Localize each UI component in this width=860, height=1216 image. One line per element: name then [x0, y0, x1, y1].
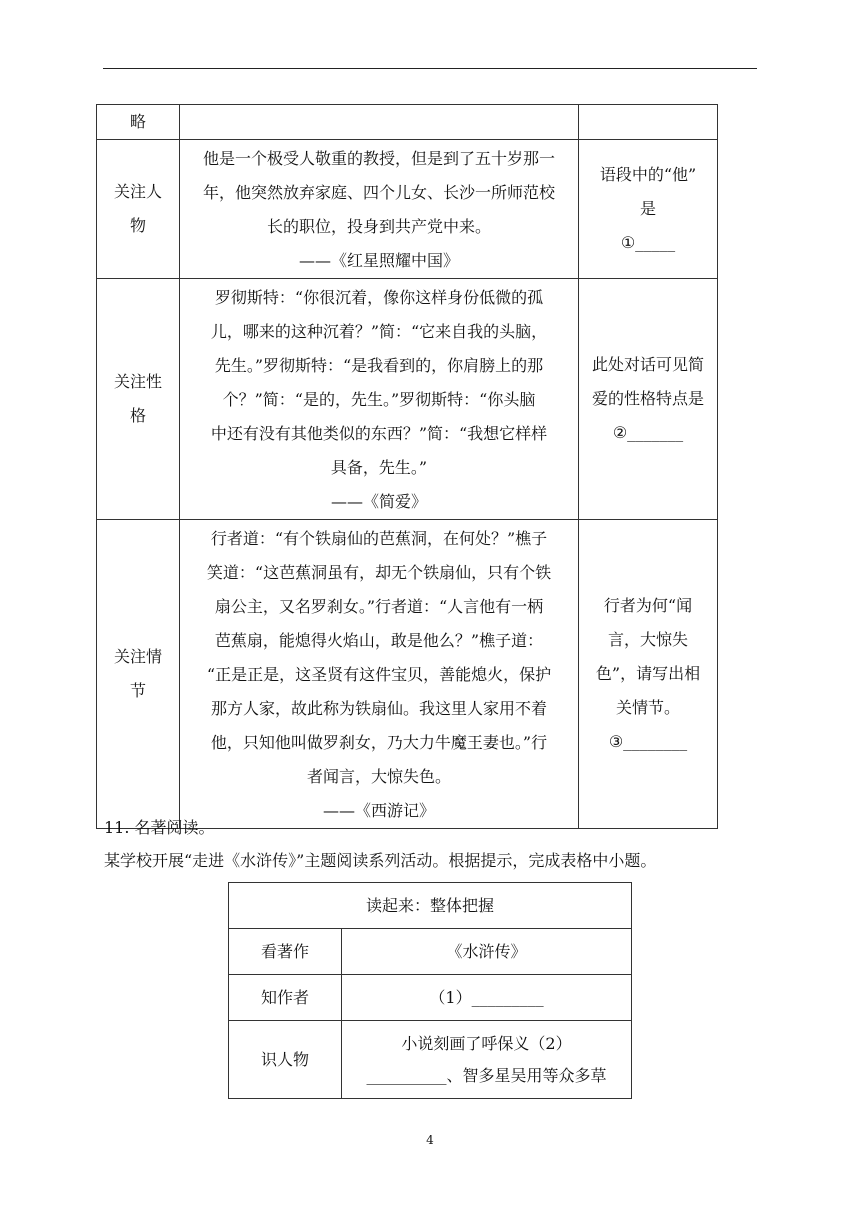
- passage-line: 扇公主，又名罗刹女。”行者道：“人言他有一柄: [214, 597, 544, 616]
- row-label: 关注人物: [97, 140, 180, 279]
- row-label: 看著作: [229, 929, 342, 975]
- task-cell: [579, 279, 718, 520]
- task-line: 语段中的“他”: [599, 165, 697, 184]
- passage-cell: [180, 140, 579, 279]
- answer-blank-1[interactable]: ①_____: [620, 233, 676, 252]
- table-header: 读起来：整体把握: [229, 883, 632, 929]
- task-line: 行者为何“闻: [603, 596, 693, 615]
- task-line: 爱的性格特点是: [591, 389, 704, 408]
- row-label: 知作者: [229, 975, 342, 1021]
- passage-cell: [180, 105, 579, 140]
- table-row: [97, 520, 718, 829]
- table-row: [229, 929, 632, 975]
- passage-line: 芭蕉扇，能熄得火焰山，敢是他么？”樵子道：: [214, 631, 544, 650]
- task-cell: [579, 520, 718, 829]
- reading-table: [96, 104, 718, 829]
- task-cell: [579, 140, 718, 279]
- table-row: [97, 105, 718, 140]
- page-number: 4: [426, 1133, 434, 1147]
- header-rule: [103, 68, 757, 69]
- row-label: 关注性格: [97, 279, 180, 520]
- answer-blank-2[interactable]: ②_______: [612, 423, 684, 442]
- table-row: [97, 140, 718, 279]
- passage-source: ——《西游记》: [322, 801, 435, 820]
- question-number: 11. 名著阅读。: [104, 818, 215, 837]
- passage-line: 儿，哪来的这种沉着？”简：“它来自我的头脑，: [210, 322, 548, 341]
- row-label: 关注情节: [97, 520, 180, 829]
- value-line: 小说刻画了呼保义（2）: [401, 1033, 572, 1053]
- passage-cell: [180, 279, 579, 520]
- task-line: 此处对话可见简: [591, 355, 704, 374]
- passage-line: “正是正是，这圣贤有这件宝贝，善能熄火，保护: [206, 665, 552, 684]
- passage-source: ——《简爱》: [330, 492, 427, 511]
- task-cell: [579, 105, 718, 140]
- passage-line: 个？”简：“是的，先生。”罗彻斯特：“你头脑: [222, 390, 536, 409]
- table-row: [229, 975, 632, 1021]
- passage-line: 先生。”罗彻斯特：“是我看到的，你肩膀上的那: [214, 356, 544, 375]
- row-label: 略: [97, 105, 180, 140]
- passage-line: 那方人家，故此称为铁扇仙。我这里人家用不着: [210, 699, 547, 718]
- passage-source: ——《红星照耀中国》: [298, 251, 459, 270]
- table-row: [97, 279, 718, 520]
- passage-line: 行者道：“有个铁扇仙的芭蕉洞，在何处？”樵子: [210, 529, 548, 548]
- passage-line: 笑道：“这芭蕉洞虽有，却无个铁扇仙，只有个铁: [206, 563, 552, 582]
- task-line: 色”，请写出相: [595, 664, 701, 683]
- answer-blank-author[interactable]: （1）_________: [342, 975, 632, 1021]
- table-row: [229, 1021, 632, 1099]
- passage-cell: [180, 520, 579, 829]
- table-row: [229, 883, 632, 929]
- answer-blank-3[interactable]: ③________: [608, 732, 688, 751]
- task-line: 是: [639, 199, 656, 218]
- passage-line: 他，只知他叫做罗刹女，乃大力牛魔王妻也。”行: [210, 733, 548, 752]
- row-value: 《水浒传》: [342, 929, 632, 975]
- passage-line: 具备，先生。”: [330, 458, 428, 477]
- question-intro: 某学校开展“走进《水浒传》”主题阅读系列活动。根据提示，完成表格中小题。: [104, 851, 657, 870]
- passage-line: 年，他突然放弃家庭、四个儿女、长沙一所师范校: [202, 183, 555, 202]
- passage-line: 者闻言，大惊失色。: [306, 767, 451, 786]
- answer-blank-character[interactable]: __________、智多星吴用等众多草: [366, 1065, 607, 1085]
- row-label: 识人物: [229, 1021, 342, 1099]
- passage-line: 他是一个极受人敬重的教授，但是到了五十岁那一: [202, 149, 555, 168]
- row-value: [342, 1021, 632, 1099]
- task-line: 关情节。: [615, 698, 680, 717]
- passage-line: 长的职位，投身到共产党中来。: [266, 217, 491, 236]
- task-line: 言，大惊失: [607, 630, 688, 649]
- passage-line: 中还有没有其他类似的东西？”简：“我想它样样: [210, 424, 548, 443]
- water-margin-table: [228, 882, 632, 1099]
- passage-line: 罗彻斯特：“你很沉着，像你这样身份低微的孤: [214, 288, 544, 307]
